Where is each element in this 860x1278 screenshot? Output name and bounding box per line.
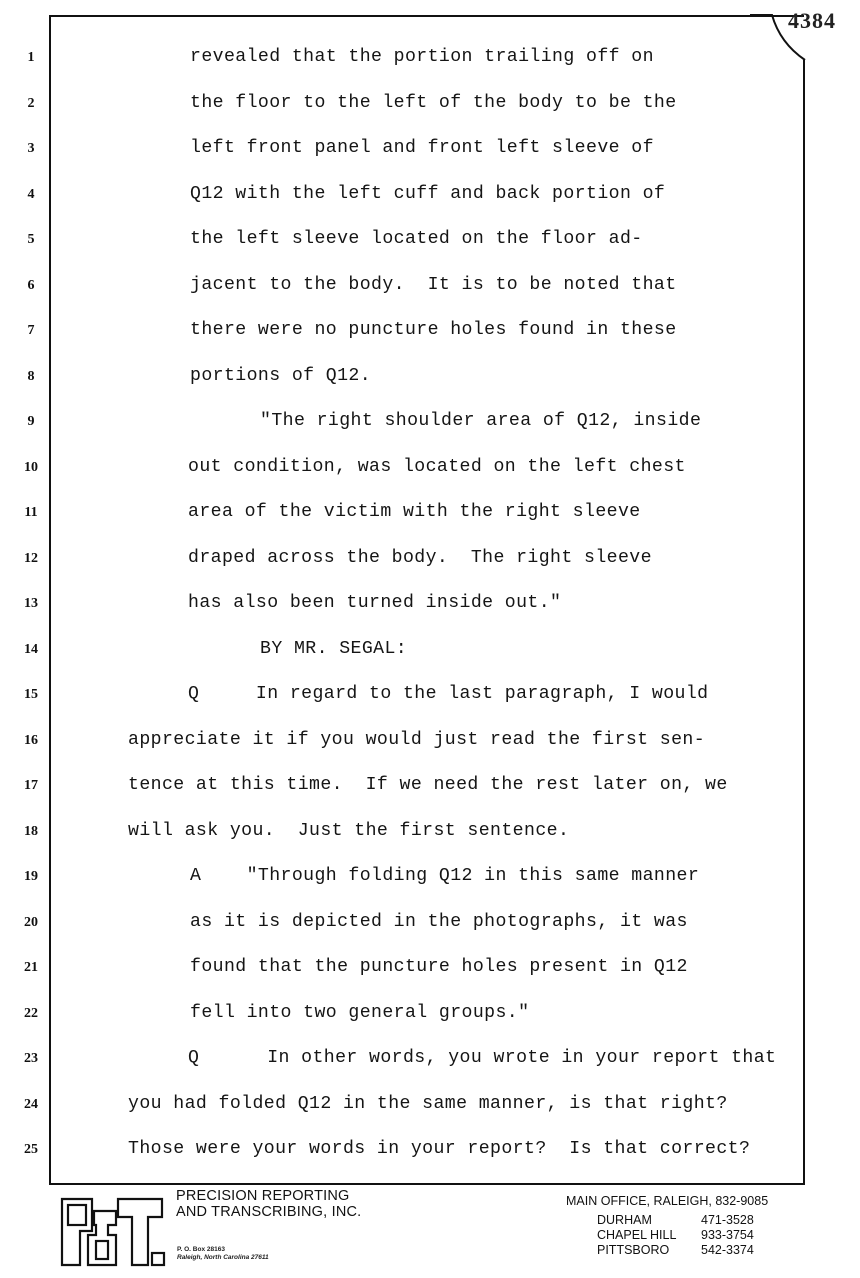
transcript-line: the left sleeve located on the floor ad- <box>190 229 643 249</box>
transcript-line: will ask you. Just the first sentence. <box>128 820 570 841</box>
office-city: PITTSBORO <box>597 1243 670 1257</box>
line-number: 12 <box>24 550 38 566</box>
page-number: 4384 <box>788 8 836 33</box>
office-row <box>597 1243 768 1258</box>
transcript-line: fell into two general groups." <box>190 1002 530 1023</box>
transcript-line: Q In other words, you wrote in your report that <box>188 1048 777 1068</box>
line-number: 25 <box>24 1142 38 1157</box>
line-number: 15 <box>24 687 38 702</box>
address-po-box: P. O. Box 28163 <box>177 1246 225 1253</box>
line-number: 16 <box>24 732 38 748</box>
transcript-line: the floor to the left of the body to be the <box>190 92 677 113</box>
line-number: 17 <box>24 778 38 793</box>
company-name <box>176 1188 361 1220</box>
line-number: 19 <box>24 869 38 884</box>
page-border-right <box>803 60 805 1185</box>
line-number: 10 <box>24 459 38 475</box>
line-number: 14 <box>24 641 38 657</box>
transcript-line: Q In regard to the last paragraph, I would <box>188 684 709 704</box>
transcript-line: portions of Q12. <box>190 365 372 386</box>
transcript-line: Q12 with the left cuff and back portion of <box>190 183 666 204</box>
line-number: 23 <box>24 1051 38 1066</box>
line-number: 9 <box>27 414 35 429</box>
line-number: 5 <box>27 232 35 247</box>
line-number: 3 <box>27 141 35 156</box>
line-number: 13 <box>24 596 38 611</box>
transcript-line: Those were your words in your report? Is that correct? <box>128 1139 751 1159</box>
main-office: MAIN OFFICE, RALEIGH, 832-9085 <box>566 1194 769 1208</box>
line-number: 2 <box>27 95 35 111</box>
office-city: DURHAM <box>597 1213 652 1227</box>
logo-text: P&T. <box>58 1195 61 1196</box>
line-number: 20 <box>24 914 38 930</box>
transcript-line: draped across the body. The right sleeve <box>188 547 652 568</box>
transcript-line: area of the victim with the right sleeve <box>188 502 641 522</box>
transcript-line: appreciate it if you would just read the first sen- <box>128 729 706 750</box>
office-row <box>597 1213 768 1228</box>
line-number: 24 <box>24 1096 38 1112</box>
line-number: 11 <box>24 505 38 520</box>
transcript-line: there were no puncture holes found in these <box>190 320 677 340</box>
address-city: Raleigh, North Carolina 27611 <box>177 1254 269 1261</box>
line-number: 4 <box>27 186 35 202</box>
transcript-line: found that the puncture holes present in Q12 <box>190 957 688 977</box>
transcript-line: you had folded Q12 in the same manner, is that right? <box>128 1093 728 1114</box>
transcript-line: BY MR. SEGAL: <box>260 638 408 659</box>
transcript-line: tence at this time. If we need the rest later on, we <box>128 775 728 795</box>
line-number: 6 <box>27 277 35 293</box>
line-number: 8 <box>27 368 35 384</box>
transcript-line: "The right shoulder area of Q12, inside <box>260 411 702 431</box>
line-number: 18 <box>24 823 38 839</box>
company-name-line2: AND TRANSCRIBING, INC. <box>176 1204 362 1220</box>
line-number: 7 <box>27 323 35 338</box>
company-address <box>177 1246 269 1262</box>
office-city: CHAPEL HILL <box>597 1228 677 1242</box>
office-phone: 542-3374 <box>701 1243 754 1257</box>
transcript-line: A "Through folding Q12 in this same manner <box>190 866 700 886</box>
line-number: 1 <box>27 50 35 65</box>
line-number: 22 <box>24 1005 38 1021</box>
transcript-line: out condition, was located on the left chest <box>188 456 686 477</box>
transcript-line: jacent to the body. It is to be noted that <box>190 274 677 295</box>
office-directory <box>566 1194 768 1258</box>
transcript-line: has also been turned inside out." <box>188 593 562 613</box>
office-row <box>597 1228 768 1243</box>
transcript-line: as it is depicted in the photographs, it was <box>190 911 688 932</box>
company-name-line1: PRECISION REPORTING <box>176 1188 350 1204</box>
line-number: 21 <box>24 960 38 975</box>
company-logo <box>58 1195 170 1267</box>
transcript-line: left front panel and front left sleeve of <box>190 138 654 158</box>
office-phone: 471-3528 <box>701 1213 754 1227</box>
transcript-line: revealed that the portion trailing off on <box>190 47 654 67</box>
office-phone: 933-3754 <box>701 1228 754 1242</box>
